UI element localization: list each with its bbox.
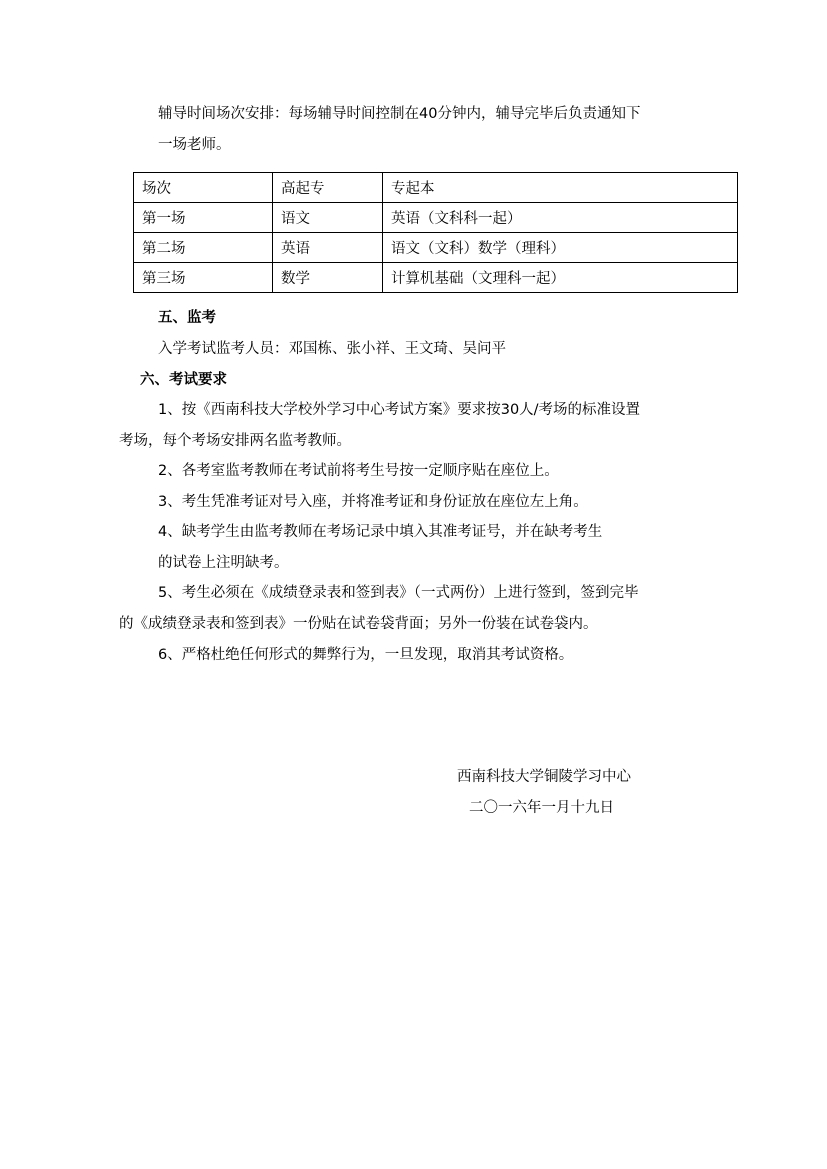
requirement-2: 2、各考室监考教师在考试前将考生号按一定顺序贴在座位上。: [158, 463, 559, 479]
table-cell: 第一场: [134, 203, 273, 233]
requirement-1-line-2: 考场，每个考场安排两名监考教师。: [119, 433, 351, 449]
table-row: [134, 203, 738, 233]
signature-organization: 西南科技大学铜陵学习中心: [457, 769, 631, 785]
requirement-5-line-1: 5、考生必须在《成绩登录表和签到表》（一式两份）上进行签到，签到完毕: [158, 585, 639, 601]
section-5-heading: 五、监考: [158, 310, 216, 326]
table-cell: 英语: [273, 233, 383, 263]
schedule-table: [133, 172, 738, 293]
section-6-heading: 六、考试要求: [140, 372, 227, 388]
requirement-3: 3、考生凭准考证对号入座，并将准考证和身份证放在座位左上角。: [158, 494, 588, 510]
requirement-1-line-1: 1、按《西南科技大学校外学习中心考试方案》要求按30人/考场的标准设置: [158, 402, 641, 418]
table-header-cell: 高起专: [273, 173, 383, 203]
table-cell: 数学: [273, 263, 383, 293]
section-5-text: 入学考试监考人员：邓国栋、张小祥、王文琦、吴问平: [158, 341, 506, 357]
table-header-cell: 专起本: [383, 173, 738, 203]
table-cell: 第二场: [134, 233, 273, 263]
requirement-4-line-1: 4、缺考学生由监考教师在考场记录中填入其准考证号，并在缺考考生: [158, 524, 603, 540]
table-cell: 语文: [273, 203, 383, 233]
table-header-cell: 场次: [134, 173, 273, 203]
requirement-6: 6、严格杜绝任何形式的舞弊行为，一旦发现，取消其考试资格。: [158, 647, 574, 663]
requirement-5-line-2: 的《成绩登录表和签到表》一份贴在试卷袋背面；另外一份装在试卷袋内。: [119, 616, 598, 632]
intro-line-1: 辅导时间场次安排：每场辅导时间控制在40分钟内，辅导完毕后负责通知下: [158, 106, 641, 122]
requirement-4-line-2: 的试卷上注明缺考。: [158, 555, 289, 571]
table-cell: 语文（文科）数学（理科）: [383, 233, 738, 263]
intro-line-2: 一场老师。: [158, 137, 231, 153]
table-header-row: [134, 173, 738, 203]
table-row: [134, 233, 738, 263]
table-cell: 计算机基础（文理科一起）: [383, 263, 738, 293]
signature-date: 二〇一六年一月十九日: [469, 800, 614, 816]
table-row: [134, 263, 738, 293]
table-cell: 第三场: [134, 263, 273, 293]
table-cell: 英语（文科科一起）: [383, 203, 738, 233]
